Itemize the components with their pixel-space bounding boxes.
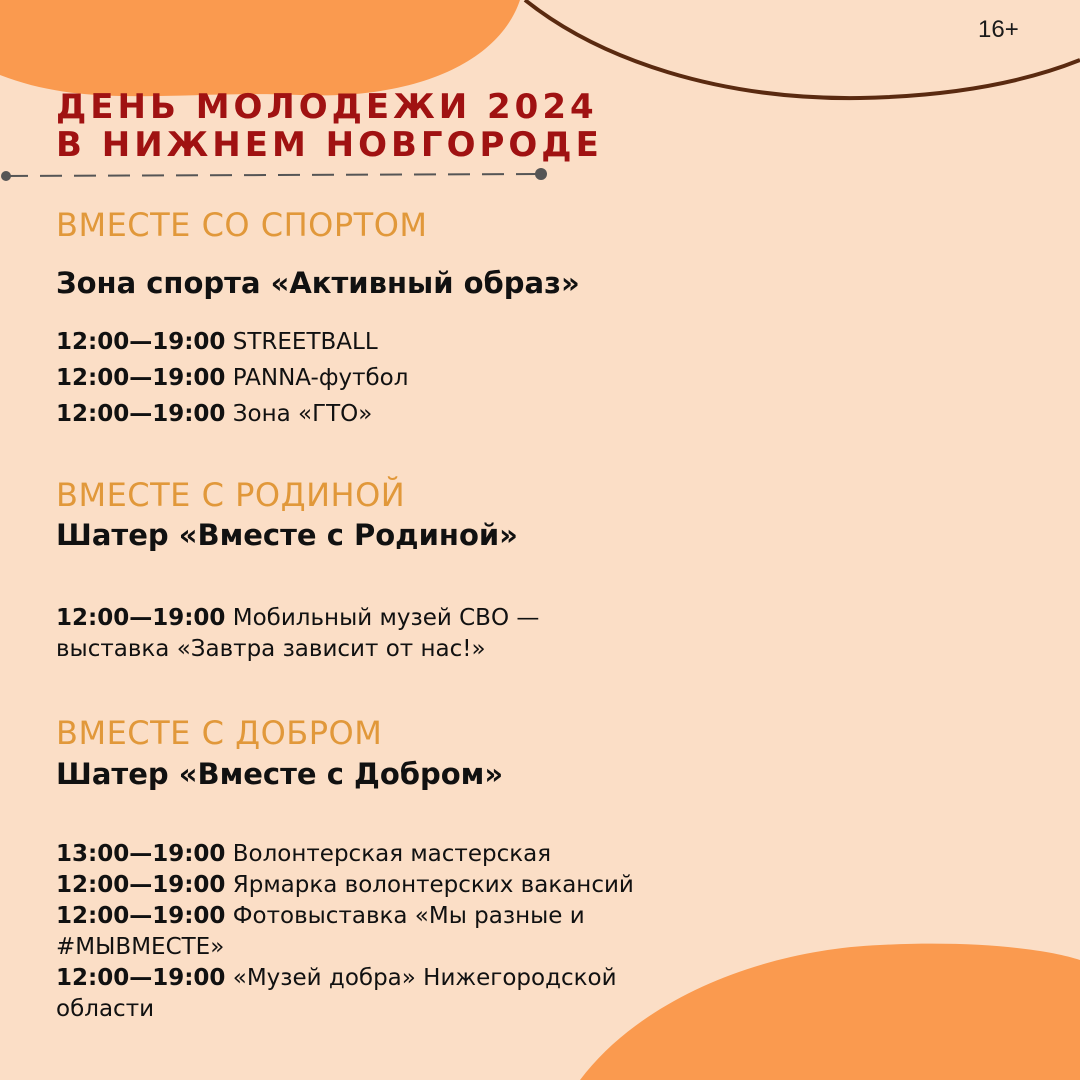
item-time: 12:00—19:00 [56,365,226,391]
schedule-item [56,603,616,665]
schedule-item [56,399,696,430]
age-rating: 16+ [978,16,1019,43]
section-heading-sport: ВМЕСТЕ СО СПОРТОМ [56,206,428,244]
item-desc: PANNA-футбол [225,365,409,391]
item-desc: STREETBALL [225,329,378,355]
section-heading-kindness: ВМЕСТЕ С ДОБРОМ [56,714,383,752]
schedule-item [56,963,676,1025]
schedule-list-kindness [56,839,676,1025]
item-time: 13:00—19:00 [56,841,226,867]
item-desc: Волонтерская мастерская [225,841,552,867]
title-line-1: ДЕНЬ МОЛОДЕЖИ 2024 [56,87,598,127]
title-divider [6,174,540,176]
zone-title-kindness: Шатер «Вместе с Добром» [56,757,504,791]
item-desc: Фотовыставка «Мы разные и #МЫВМЕСТЕ» [56,903,585,960]
top-left-blob [0,0,520,96]
schedule-item [56,363,696,394]
schedule-list-homeland [56,603,616,665]
schedule-item [56,839,676,870]
title-line-2: В НИЖНЕМ НОВГОРОДЕ [56,125,603,165]
item-desc: Ярмарка волонтерских вакансий [225,872,634,898]
divider-dot-left [1,171,11,181]
item-time: 12:00—19:00 [56,605,226,631]
item-time: 12:00—19:00 [56,872,226,898]
schedule-list-sport [56,327,696,430]
item-time: 12:00—19:00 [56,965,226,991]
section-heading-homeland: ВМЕСТЕ С РОДИНОЙ [56,476,406,514]
divider-dot-right [535,168,547,180]
item-desc: «Музей добра» Нижегородской области [56,965,617,1022]
schedule-item [56,870,676,901]
schedule-item [56,327,696,358]
zone-title-homeland: Шатер «Вместе с Родиной» [56,518,518,552]
zone-title-sport: Зона спорта «Активный образ» [56,266,580,300]
item-desc: Зона «ГТО» [225,401,373,427]
item-time: 12:00—19:00 [56,401,226,427]
item-time: 12:00—19:00 [56,903,226,929]
item-desc: Мобильный музей СВО — выставка «Завтра зависит от нас!» [56,605,540,662]
schedule-item [56,901,676,963]
page-title [56,88,603,164]
top-curve-line [525,0,1080,98]
item-time: 12:00—19:00 [56,329,226,355]
